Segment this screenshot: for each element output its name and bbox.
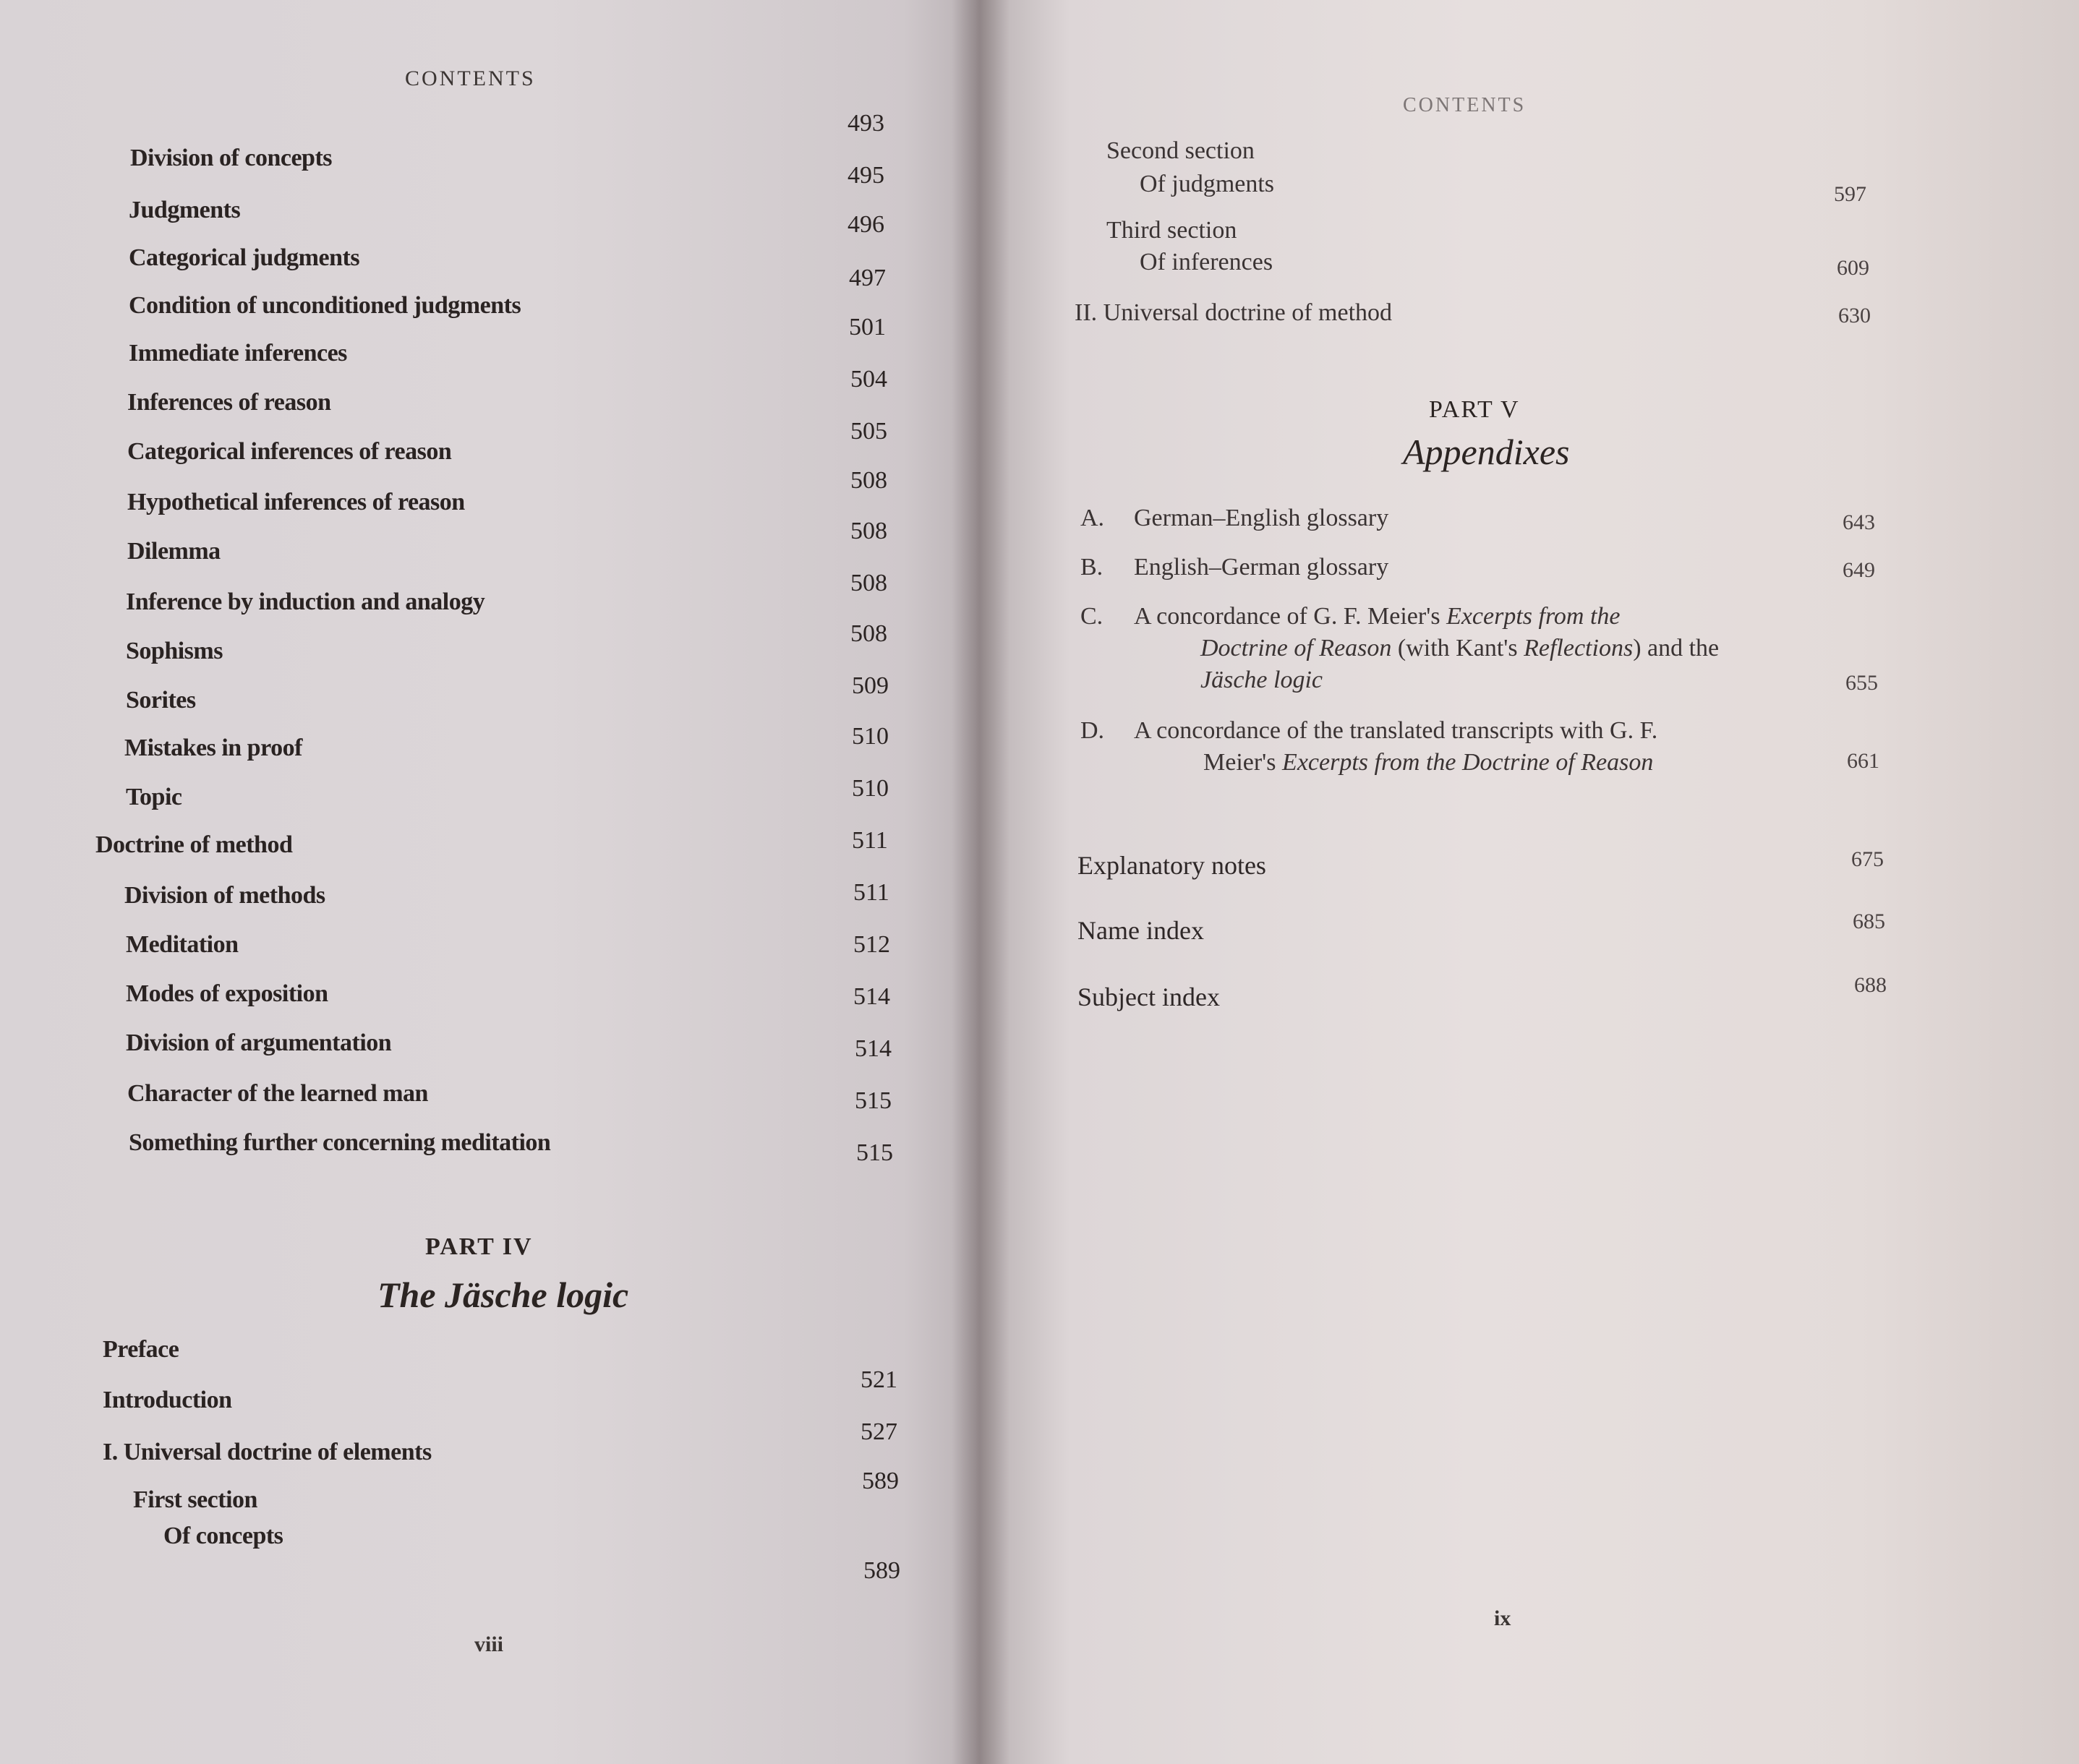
toc-page-number: 609 [1837, 256, 1869, 280]
appendix-letter: A. [1080, 505, 1105, 531]
appendix-letter: B. [1080, 554, 1103, 581]
left-folio: viii [474, 1632, 504, 1656]
toc-page-number: 514 [855, 1035, 892, 1062]
appendix-entry-a: German–English glossary [1134, 505, 1389, 531]
toc-page-number: 527 [861, 1418, 897, 1445]
toc-page-number: 597 [1834, 182, 1866, 206]
toc-page-number: 509 [852, 672, 889, 699]
toc-entry-preface: Preface [103, 1336, 179, 1363]
toc-page-number: 515 [856, 1139, 893, 1166]
toc-page-number: 649 [1843, 558, 1875, 582]
appendix-entry-b: English–German glossary [1134, 554, 1389, 581]
toc-entry-doctrine-method: II. Universal doctrine of method [1075, 299, 1393, 326]
toc-page-number: 508 [850, 518, 887, 544]
toc-page-number: 589 [862, 1468, 899, 1494]
toc-page-number: 508 [850, 467, 887, 494]
toc-page-number: 493 [848, 110, 884, 137]
toc-entry-introduction: Introduction [103, 1387, 232, 1413]
toc-page-number: 508 [850, 570, 887, 596]
toc-entry-second-section: Second section [1106, 137, 1255, 164]
part-v-title: Appendixes [1403, 432, 1570, 472]
toc-page-number: 521 [861, 1366, 897, 1393]
right-folio: ix [1494, 1606, 1511, 1630]
book-gutter [952, 0, 1009, 1764]
toc-page-number: 511 [852, 827, 888, 854]
toc-page-number: 505 [850, 418, 887, 445]
appendix-entry-d-line2: Meier's Excerpts from the Doctrine of Reason [1203, 749, 1654, 776]
toc-page-number: 501 [849, 314, 886, 341]
toc-page-number: 655 [1845, 671, 1878, 695]
toc-page-number: 661 [1847, 749, 1879, 773]
toc-entry-doctrine-elements: I. Universal doctrine of elements [103, 1439, 432, 1465]
toc-page-number: 496 [848, 211, 884, 238]
appendix-letter: C. [1080, 603, 1103, 630]
toc-entry-of-inferences: Of inferences [1140, 249, 1273, 275]
toc-page-number: 515 [855, 1087, 892, 1114]
toc-page-number: 685 [1853, 909, 1885, 933]
toc-entry-first-section: First section [133, 1486, 257, 1513]
toc-page-number: 497 [849, 265, 886, 291]
toc-page-number: 510 [852, 723, 889, 750]
toc-page-number: 630 [1838, 304, 1871, 327]
appendix-entry-c-line1: A concordance of G. F. Meier's Excerpts from the [1134, 603, 1621, 630]
right-running-head: CONTENTS [1403, 94, 1527, 116]
toc-page-number: 512 [853, 931, 890, 958]
toc-entry-third-section: Third section [1106, 217, 1237, 244]
part-iv-title: The Jäsche logic [377, 1275, 629, 1315]
toc-page-number: 675 [1851, 847, 1884, 871]
toc-page-number: 504 [850, 366, 887, 393]
appendix-entry-d-line1: A concordance of the translated transcripts with G. F. [1134, 717, 1658, 744]
part-v-label: PART V [1429, 396, 1520, 423]
appendix-entry-c-line2: Doctrine of Reason (with Kant's Reflections) and the [1200, 635, 1720, 662]
part-iv-label: PART IV [425, 1233, 533, 1260]
toc-entry-subject-index: Subject index [1077, 982, 1220, 1011]
appendix-entry-c-line3: Jäsche logic [1200, 667, 1323, 693]
toc-entry-of-judgments: Of judgments [1140, 171, 1275, 197]
toc-entry-name-index: Name index [1077, 916, 1204, 945]
left-running-head: CONTENTS [405, 67, 536, 90]
toc-page-number: 688 [1854, 973, 1887, 997]
toc-page-number: 589 [863, 1557, 900, 1584]
toc-page-number: 514 [853, 983, 890, 1010]
toc-page-number: 510 [852, 775, 889, 802]
toc-page-number: 511 [853, 879, 889, 906]
toc-entry-of-concepts: Of concepts [163, 1523, 283, 1549]
appendix-letter: D. [1080, 717, 1105, 744]
book-spread: CONTENTS Division of concepts 493 Judgments 495 Categorical judgments 496 Condition of unconditioned judgments 497 Immediate inferences 501 Inferences of reason 504 Categorical inferences of reason 505 Hypothetical inferences of reason 508 Dilemma 508 Inference by induction and analogy 508 Sophisms 508 Sorites 509 Mistakes in proof 510 Topic 510 Doctrine of method 511 Division of methods 511 Meditation 512 Modes of exposition 514 Division of argumentation 514 Character of the learned man 515 Something further concerning meditation 515 PART IV The Jäsche logic Preface 521 Introduction 527 I. Universal doctrine of elements 589 First section Of concepts 589 viii CONTENTS Second section Of judgments 597 Third section Of inferences 609 II. Universal doctrine of method 630 PART V Appendixes A. German–English glossary 643 B. English–German glossary 649 C. A concordance of G. F. Meier's Excerpts from the Doctrine of Reason (with Kant's Reflections) and the Jäsche logic 655 D. A concordance of the translated transcripts with G. F. Meier's Excerpts from the Doctrine of Reason 661 Explanatory notes 675 Name index 685 Subject index 688 ix [0, 0, 2079, 1764]
toc-page-number: 643 [1843, 510, 1875, 534]
toc-page-number: 508 [850, 620, 887, 647]
toc-page-number: 495 [848, 162, 884, 189]
toc-entry-explanatory-notes: Explanatory notes [1077, 851, 1266, 880]
